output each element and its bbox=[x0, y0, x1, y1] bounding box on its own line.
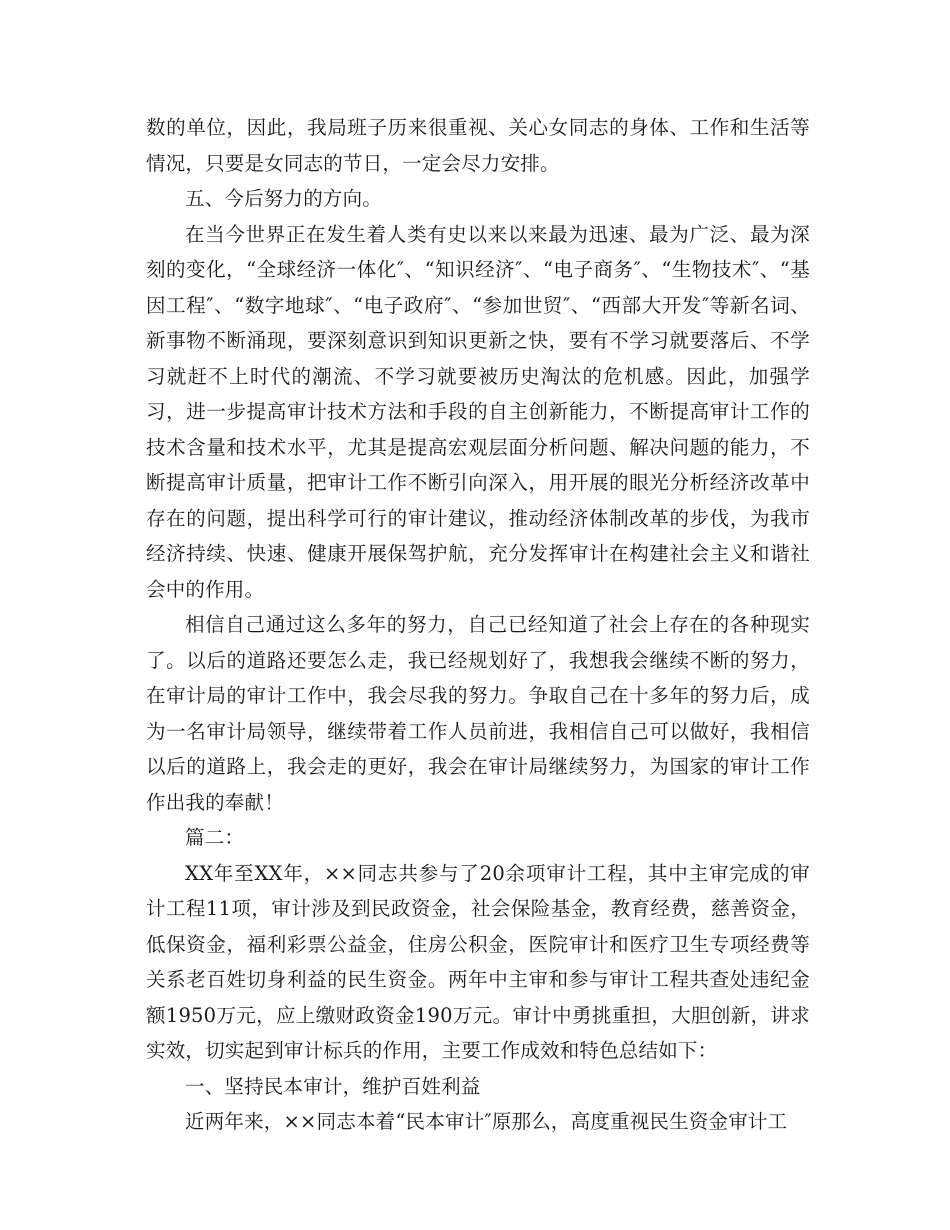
paragraph-world-changes: 在当今世界正在发生着人类有史以来以来最为迅速、最为广泛、最为深刻的变化，“全球经济一体化″、“知识经济″、“电子商务″、“生物技术″、“基因工程″、“数字地球″、“电子政府″、“参加世贸″、“西部大开发″等新名词、新事物不断涌现，要深刻意识到知识更新之快，要有不学习就要落后、不学习就赶不上时代的潮流、不学习就要被历史淘汰的危机感。因此，加强学习，进一步提高审计技术方法和手段的自主创新能力，不断提高审计工作的技术含量和技术水平，尤其是提高宏观层面分析问题、解决问题的能力，不断提高审计质量，把审计工作不断引向深入，用开展的眼光分析经济改革中存在的问题，提出科学可行的审计建议，推动经济体制改革的步伐，为我市经济持续、快速、健康开展保驾护航，充分发挥审计在构建社会主义和谐社会中的作用。 bbox=[146, 222, 810, 601]
section-heading-part-two: 篇二： bbox=[185, 826, 245, 849]
section-heading-future-direction: 五、今后努力的方向。 bbox=[185, 187, 383, 210]
paragraph-people-audit-intro: 近两年来，××同志本着“民本审计″原那么，高度重视民生资金审计工 bbox=[185, 1110, 788, 1133]
paragraph-audit-summary: XX年至XX年，××同志共参与了20余项审计工程，其中主审完成的审计工程11项，审计涉及到民政资金，社会保险基金，教育经费，慈善资金，低保资金，福利彩票公益金，住房公积金，医院审计和医疗卫生专项经费等关系老百姓切身利益的民生资金。两年中主审和参与审计工程共查处违纪金额1950万元，应上缴财政资金190万元。审计中勇挑重担，大胆创新，讲求实效，切实起到审计标兵的作用，主要工作成效和特色总结如下： bbox=[146, 861, 810, 1062]
paragraph-personal-outlook: 相信自己通过这么多年的努力，自己已经知道了社会上存在的各种现实了。以后的道路还要怎么走，我已经规划好了，我想我会继续不断的努力，在审计局的审计工作中，我会尽我的努力。争取自己在十多年的努力后，成为一名审计局领导，继续带着工作人员前进，我相信自己可以做好，我相信以后的道路上，我会走的更好，我会在审计局继续努力，为国家的审计工作作出我的奉献！ bbox=[146, 613, 810, 814]
paragraph-continuation: 数的单位，因此，我局班子历来很重视、关心女同志的身体、工作和生活等情况，只要是女同志的节日，一定会尽力安排。 bbox=[146, 116, 810, 175]
document-body bbox=[146, 110, 810, 1140]
section-heading-people-audit: 一、坚持民本审计，维护百姓利益 bbox=[185, 1074, 481, 1098]
